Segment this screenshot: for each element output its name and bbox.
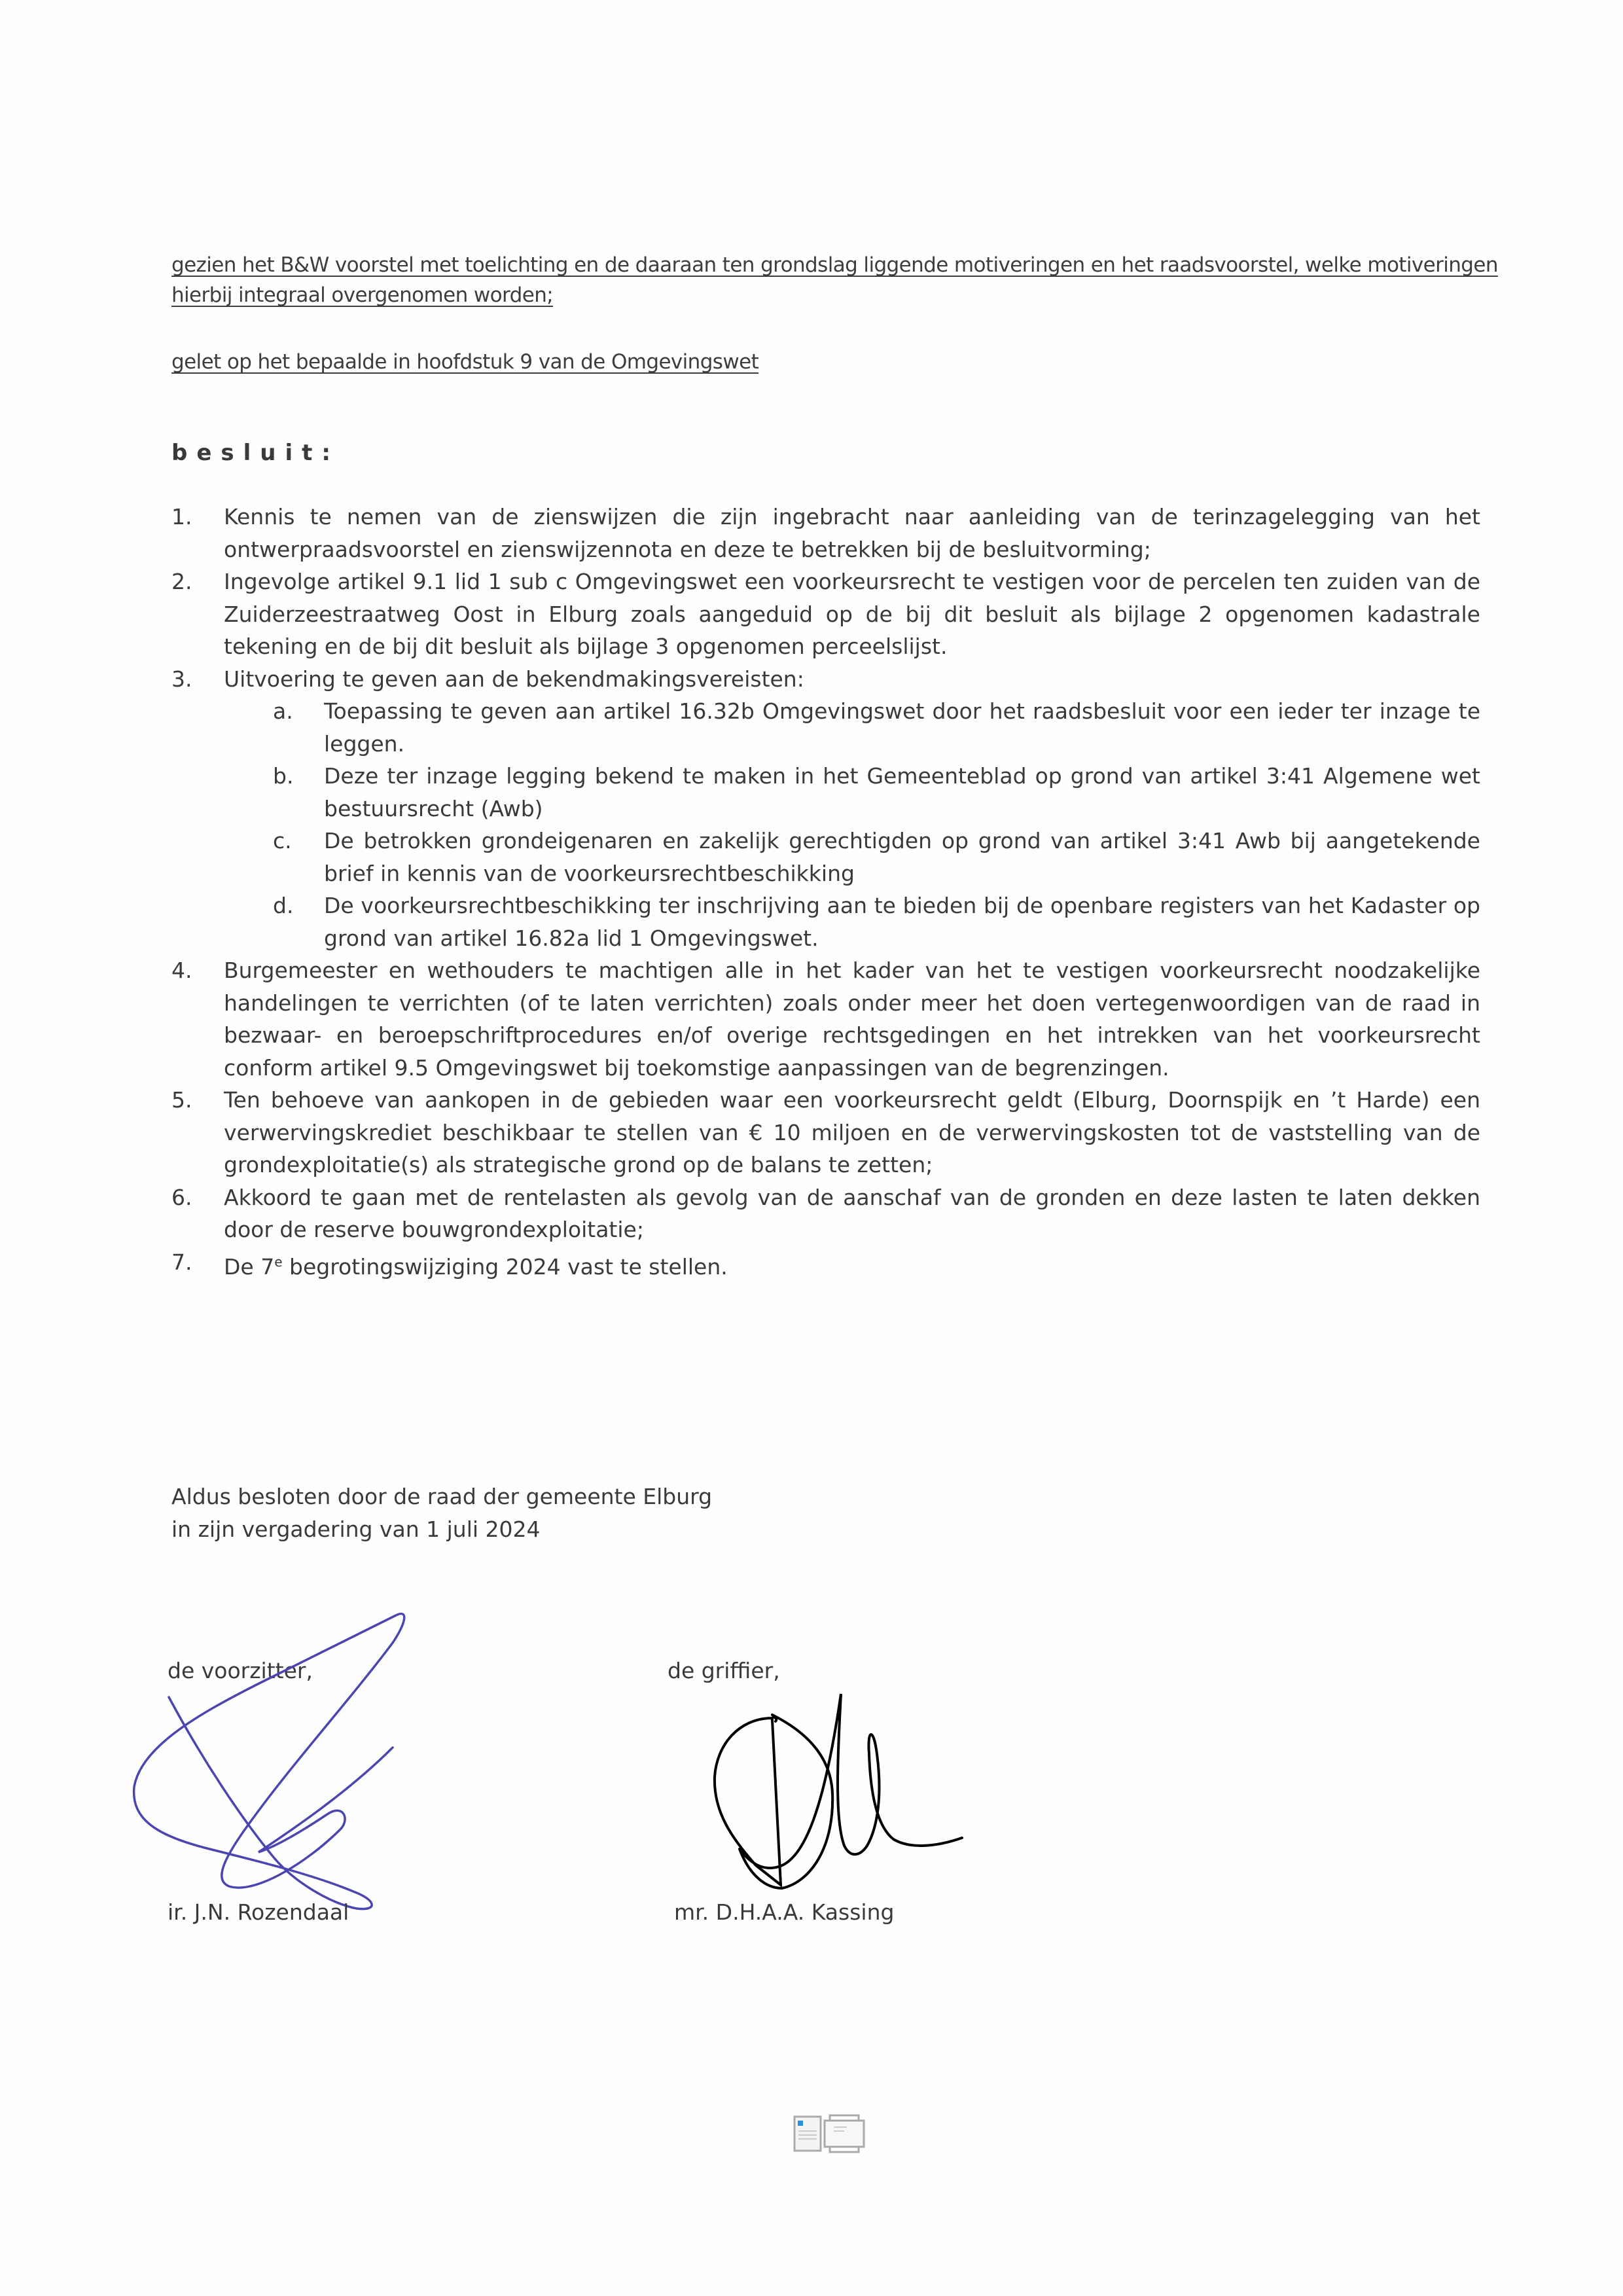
decision-item [171, 663, 1480, 696]
decision-text [224, 1246, 1480, 1283]
decision-text: Ten behoeve van aankopen in de gebieden waar een voorkeursrecht geldt (Elburg, Doornspijk en ’t Harde) een verwervingskrediet beschikbaar te stellen van € 10 miljoen en de verwervingskosten tot de vaststelling van de grondexploitatie(s) als strategische grond op de balans te zetten; [224, 1087, 1480, 1177]
decision-item [171, 1084, 1480, 1181]
subitem-text: Toepassing te geven aan artikel 16.32b Omgevingswet door het raadsbesluit voor een ieder ter inzage te leggen. [324, 698, 1480, 757]
signatory-name-right: mr. D.H.A.A. Kassing [674, 1899, 895, 1925]
signature-stroke [134, 1614, 404, 1909]
decision-text-before: De 7 [224, 1253, 275, 1280]
decision-number: 6. [171, 1184, 192, 1210]
decision-number: 4. [171, 958, 192, 983]
decision-text: Burgemeester en wethouders te machtigen alle in het kader van het te vestigen voorkeursrecht noodzakelijke handelingen te verrichten (of te laten verrichten) zoals onder meer het doen vertegenwoordigen van de raad in bezwaar- en beroepschriftprocedures en/of overige rechtsgedingen en het intrekken van het voorkeursrecht conform artikel 9.5 Omgevingswet bij toekomstige aanpassingen van de begrenzingen. [224, 958, 1480, 1081]
closing-line-2: in zijn vergadering van 1 juli 2024 [171, 1516, 541, 1542]
decision-item [171, 1246, 1480, 1283]
subitem-text: De voorkeursrechtbeschikking ter inschrijving aan te bieden bij de openbare registers van het Kadaster op grond van artikel 16.82a lid 1 Omgevingswet. [324, 893, 1480, 951]
decision-text: Kennis te nemen van de zienswijzen die zijn ingebracht naar aanleiding van de terinzagelegging van het ontwerpraadsvoorstel en zienswijzennota en deze te betrekken bij de besluitvorming; [224, 504, 1480, 562]
decision-item [171, 954, 1480, 1084]
signatory-name-left: ir. J.N. Rozendaal [168, 1899, 349, 1925]
considerans-gezien: gezien het B&W voorstel met toelichting en de daaraan ten grondslag liggende motiveringen en het raadsvoorstel, welke motiveringen hierbij integraal overgenomen worden; [171, 253, 1498, 307]
subitem-text: Deze ter inzage legging bekend te maken in het Gemeenteblad op grond van artikel 3:41 Algemene wet bestuursrecht (Awb) [324, 763, 1480, 821]
subitem-letter: b. [273, 763, 294, 789]
ordinal-superscript: e [274, 1253, 283, 1270]
decision-number: 7. [171, 1249, 192, 1275]
signature-voorzitter [118, 1571, 510, 1937]
decision-text-after: begrotingswijziging 2024 vast te stellen. [282, 1253, 728, 1280]
decision-number: 2. [171, 569, 192, 594]
decision-item [171, 1181, 1480, 1246]
besluit-heading: besluit: [171, 440, 340, 466]
closing-line-1: Aldus besloten door de raad der gemeente Elburg [171, 1484, 713, 1509]
decision-item [171, 565, 1480, 663]
subitem-letter: c. [273, 828, 292, 853]
signature-stroke [715, 1694, 962, 1888]
signatory-role-right: de griffier, [668, 1658, 780, 1683]
closing-statement [171, 1480, 712, 1546]
decision-text: Ingevolge artikel 9.1 lid 1 sub c Omgevingswet een voorkeursrecht te vestigen voor de percelen ten zuiden van de Zuiderzeestraatweg Oost in Elburg zoals aangeduid op de bij dit besluit als bijlage 2 opgenomen kadastrale tekening en de bij dit besluit als bijlage 3 opgenomen perceelslijst. [224, 569, 1480, 659]
decision-text: Akkoord te gaan met de rentelasten als gevolg van de aanschaf van de gronden en deze lasten te laten dekken door de reserve bouwgrondexploitatie; [224, 1184, 1480, 1242]
subitem-text: De betrokken grondeigenaren en zakelijk gerechtigden op grond van artikel 3:41 Awb bij aangetekende brief in kennis van de voorkeursrechtbeschikking [324, 828, 1480, 886]
decision-number: 3. [171, 666, 192, 692]
decision-item [171, 501, 1480, 565]
subitem-letter: d. [273, 893, 294, 918]
decision-subitem [273, 825, 1480, 889]
signatory-role-left: de voorzitter, [168, 1658, 313, 1683]
decision-number: 1. [171, 504, 192, 529]
decision-text: Uitvoering te geven aan de bekendmakingsvereisten: [224, 666, 804, 692]
signature-griffier [641, 1623, 1047, 1937]
decision-subitem [273, 889, 1480, 954]
decision-subitem [273, 695, 1480, 760]
decision-number: 5. [171, 1087, 192, 1113]
subitem-letter: a. [273, 698, 293, 724]
page-layout-icon[interactable] [792, 2113, 870, 2155]
decision-subitem [273, 760, 1480, 825]
decision-list [171, 501, 1480, 1283]
considerans-gelet: gelet op het bepaalde in hoofdstuk 9 van de Omgevingswet [171, 350, 759, 374]
